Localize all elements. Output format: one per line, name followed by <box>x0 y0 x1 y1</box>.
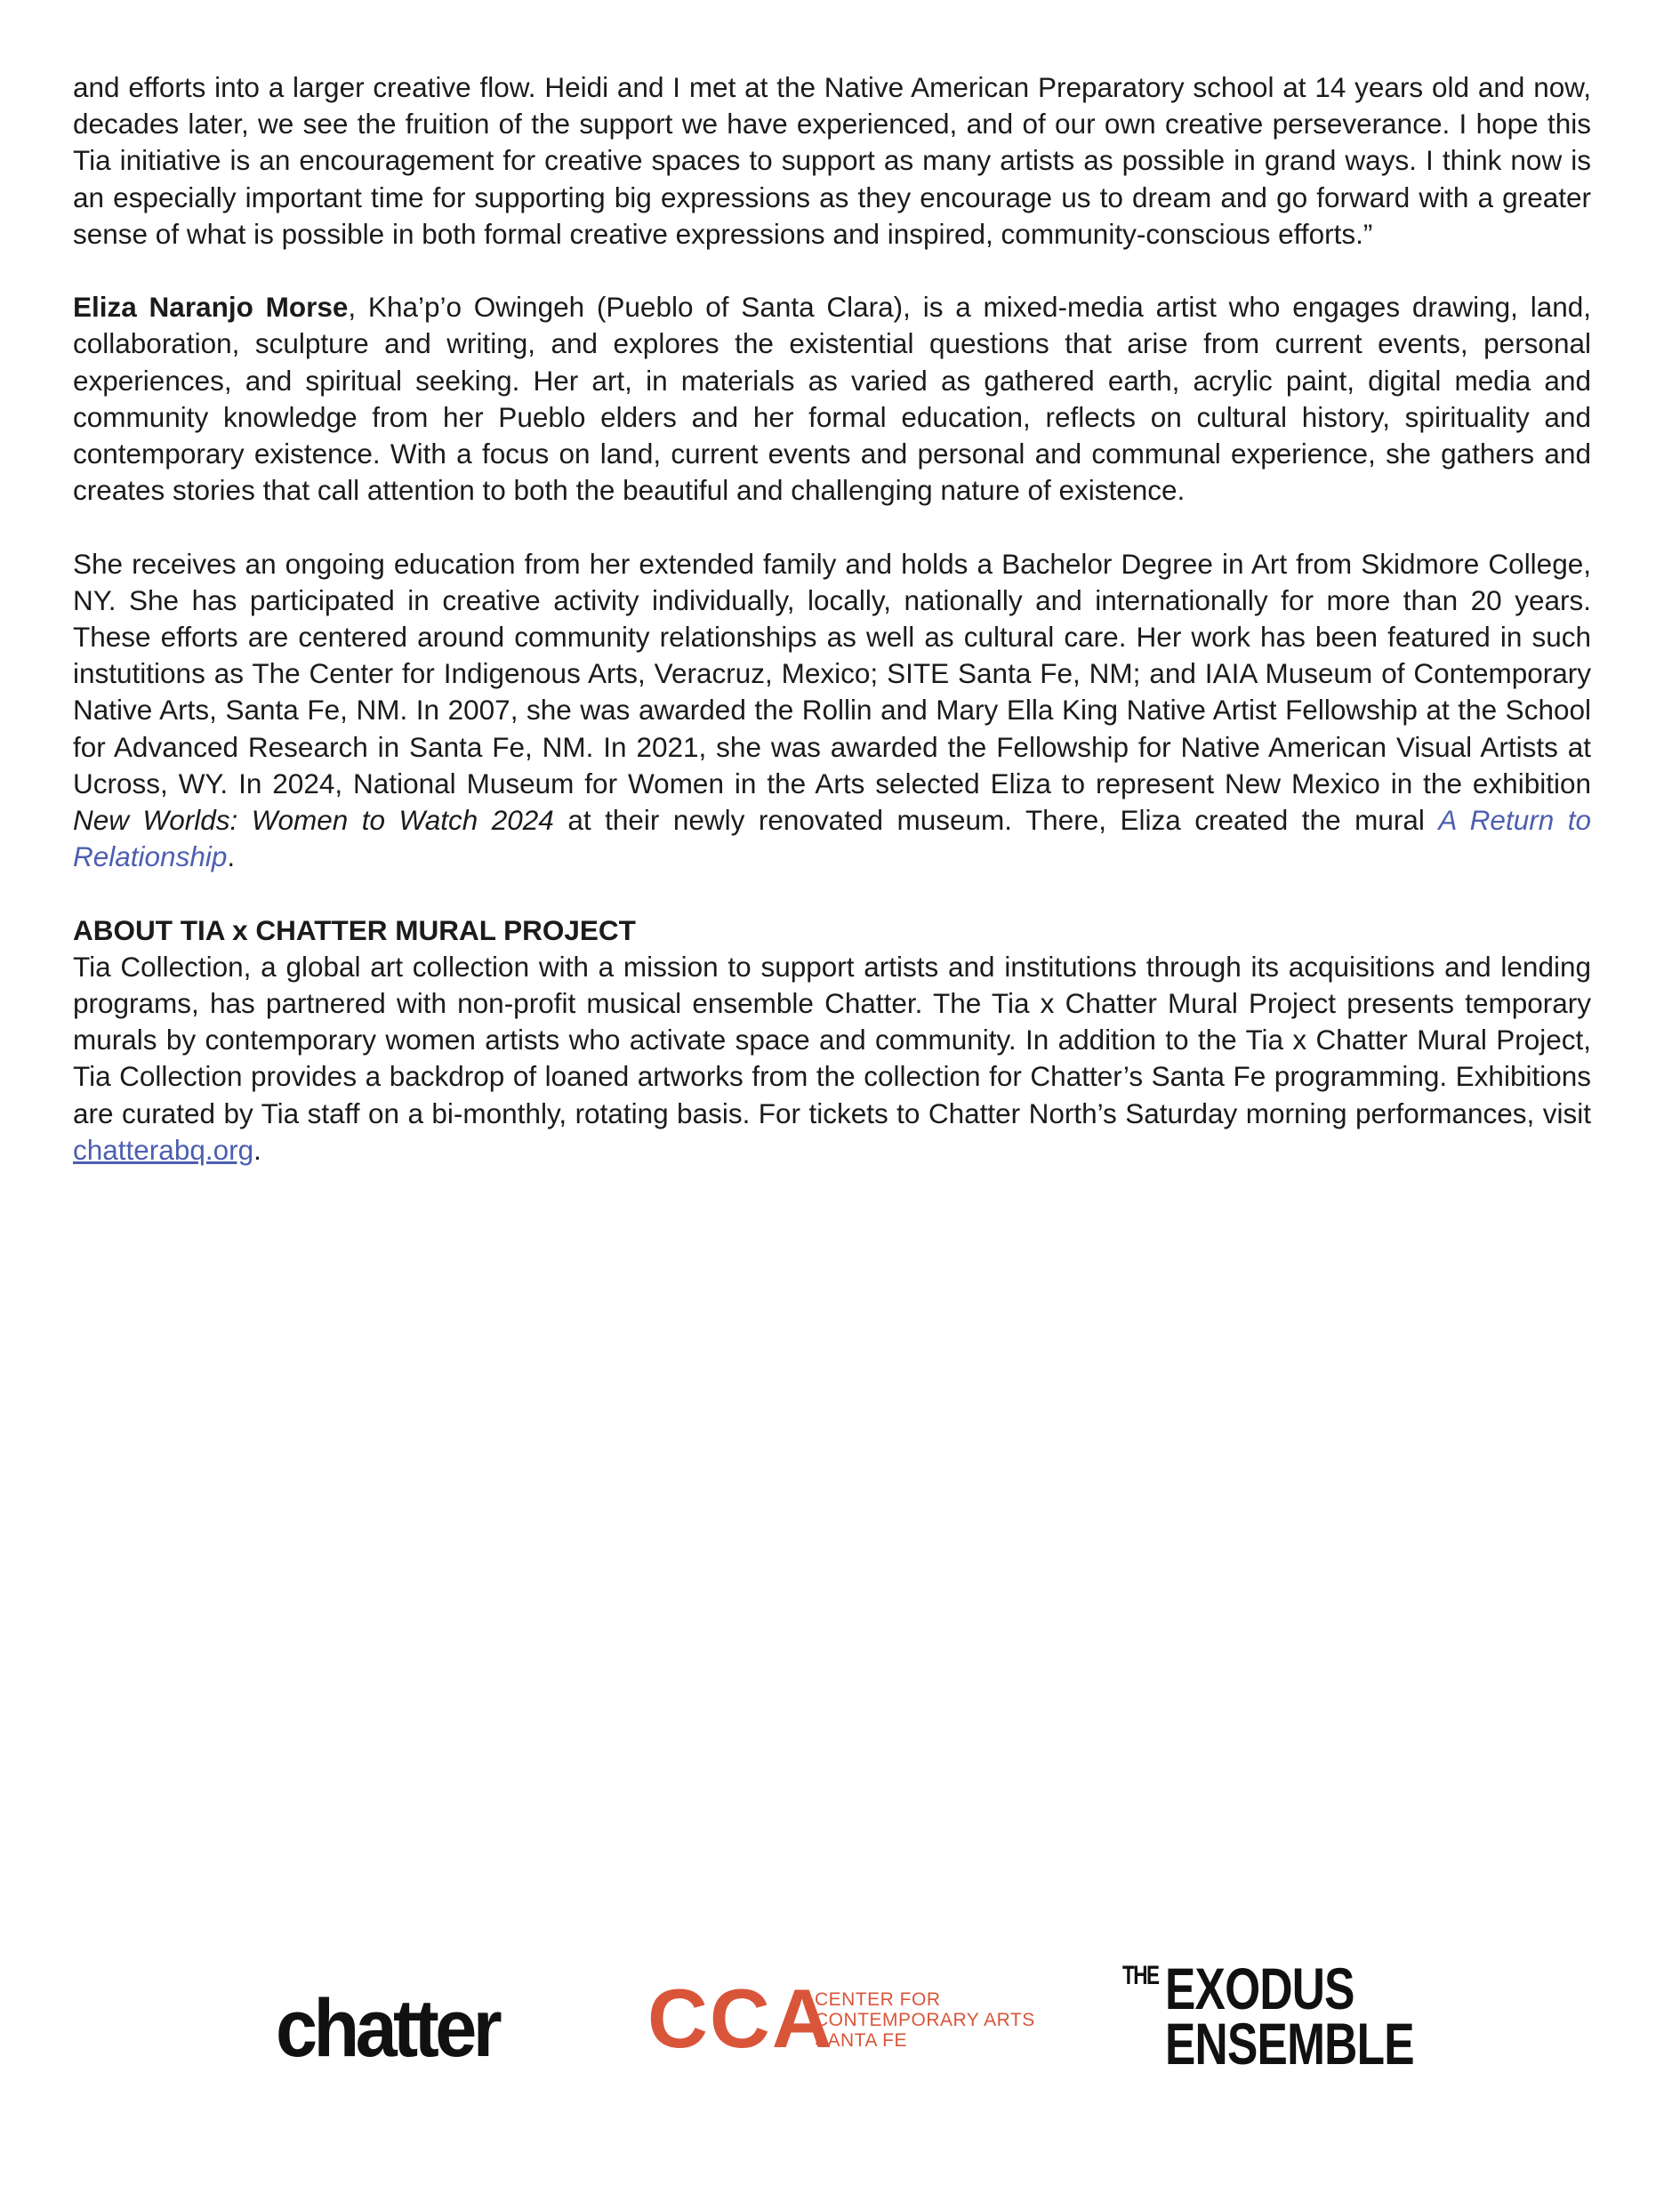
cca-subtitle-line: CENTER FOR <box>815 1989 941 2010</box>
artist-bio-paragraph <box>73 289 1591 509</box>
exodus-logo-line2: ENSEMBLE <box>1165 2011 1414 2077</box>
cca-subtitle-line: SANTA FE <box>815 2030 907 2051</box>
exodus-ensemble-logo <box>1122 1956 1414 2077</box>
cca-subtitle-line: CONTEMPORARY ARTS <box>815 2010 1035 2030</box>
about-end: . <box>253 1133 261 1166</box>
artist-name: Eliza Naranjo Morse <box>73 291 349 324</box>
about-heading: ABOUT TIA x CHATTER MURAL PROJECT <box>73 913 636 946</box>
artist-bio-text: , Kha’p’o Owingeh (Pueblo of Santa Clara), is a mixed-media artist who engages drawing, land, collaboration, sculpture and writing, and explores the existential questions that arise from current events, personal experiences, and spiritual seeking. Her art, in materials as varied as gathered earth, acrylic paint, digital media and community knowledge from her Pueblo elders and her formal education, reflects on cultural history, spirituality and contemporary existence. With a focus on land, current events and personal and communal experience, she gathers and creates stories that call attention to both the beautiful and challenging nature of existence. <box>73 291 1592 507</box>
exhibition-title: New Worlds: Women to Watch 2024 <box>73 804 554 837</box>
chatter-logo: chatter <box>276 1983 499 2074</box>
quote-text: and efforts into a larger creative flow. Heidi and I met at the Native American Preparatory school at 14 years old and now, decades later, we see the fruition of the support we have experienced, and of our own creative perseverance. I hope this Tia initiative is an encouragement for creative spaces to support as many artists as possible in grand ways. I think now is an especially important time for supporting big expressions as they encourage us to dream and go forward with a greater sense of what is possible in both formal creative expressions and inspired, community-conscious efforts.” <box>73 71 1591 250</box>
about-paragraph <box>73 949 1591 1169</box>
exodus-logo-line1: EXODUS <box>1165 1956 1354 2021</box>
about-text: Tia Collection, a global art collection with a mission to support artists and institutions through its acquisitions and lending programs, has partnered with non-profit musical ensemble Chatter. The Tia x Chatter Mural Project presents temporary murals by contemporary women artists who activate space and community. In addition to the Tia x Chatter Mural Project, Tia Collection provides a backdrop of loaned artworks from the collection for Chatter’s Santa Fe programming. Exhibitions are curated by Tia staff on a bi-monthly, rotating basis. For tickets to Chatter North’s Saturday morning performances, visit <box>73 950 1591 1129</box>
cca-logo-letters: CCA <box>647 1972 834 2065</box>
sponsor-logos <box>0 1952 1680 2094</box>
career-text-c: . <box>227 840 236 873</box>
career-text-b: at their newly renovated museum. There, Eliza created the mural <box>553 804 1439 837</box>
quote-paragraph <box>73 69 1591 253</box>
document-body <box>73 69 1591 1169</box>
career-text-a: She receives an ongoing education from her extended family and holds a Bachelor Degree in Art from Skidmore College, NY. She has participated in creative activity individually, locally, nationally and internationally for more than 20 years. These efforts are centered around community relationships as well as cultural care. Her work has been featured in such instutitions as The Center for Indigenous Arts, Veracruz, Mexico; SITE Santa Fe, NM; and IAIA Museum of Contemporary Native Arts, Santa Fe, NM. In 2007, she was awarded the Rollin and Mary Ella King Native Artist Fellowship at the School for Advanced Research in Santa Fe, NM. In 2021, she was awarded the Fellowship for Native American Visual Artists at Ucross, WY. In 2024, National Museum for Women in the Arts selected Eliza to represent New Mexico in the exhibition <box>73 547 1591 799</box>
artist-career-paragraph <box>73 546 1591 876</box>
exodus-logo-the: THE <box>1122 1961 1159 1990</box>
chatter-website-link[interactable]: chatterabq.org <box>73 1133 254 1166</box>
cca-logo-subtitle <box>815 1989 1046 2051</box>
mural-link[interactable]: A Return to Relationship <box>73 804 1591 873</box>
